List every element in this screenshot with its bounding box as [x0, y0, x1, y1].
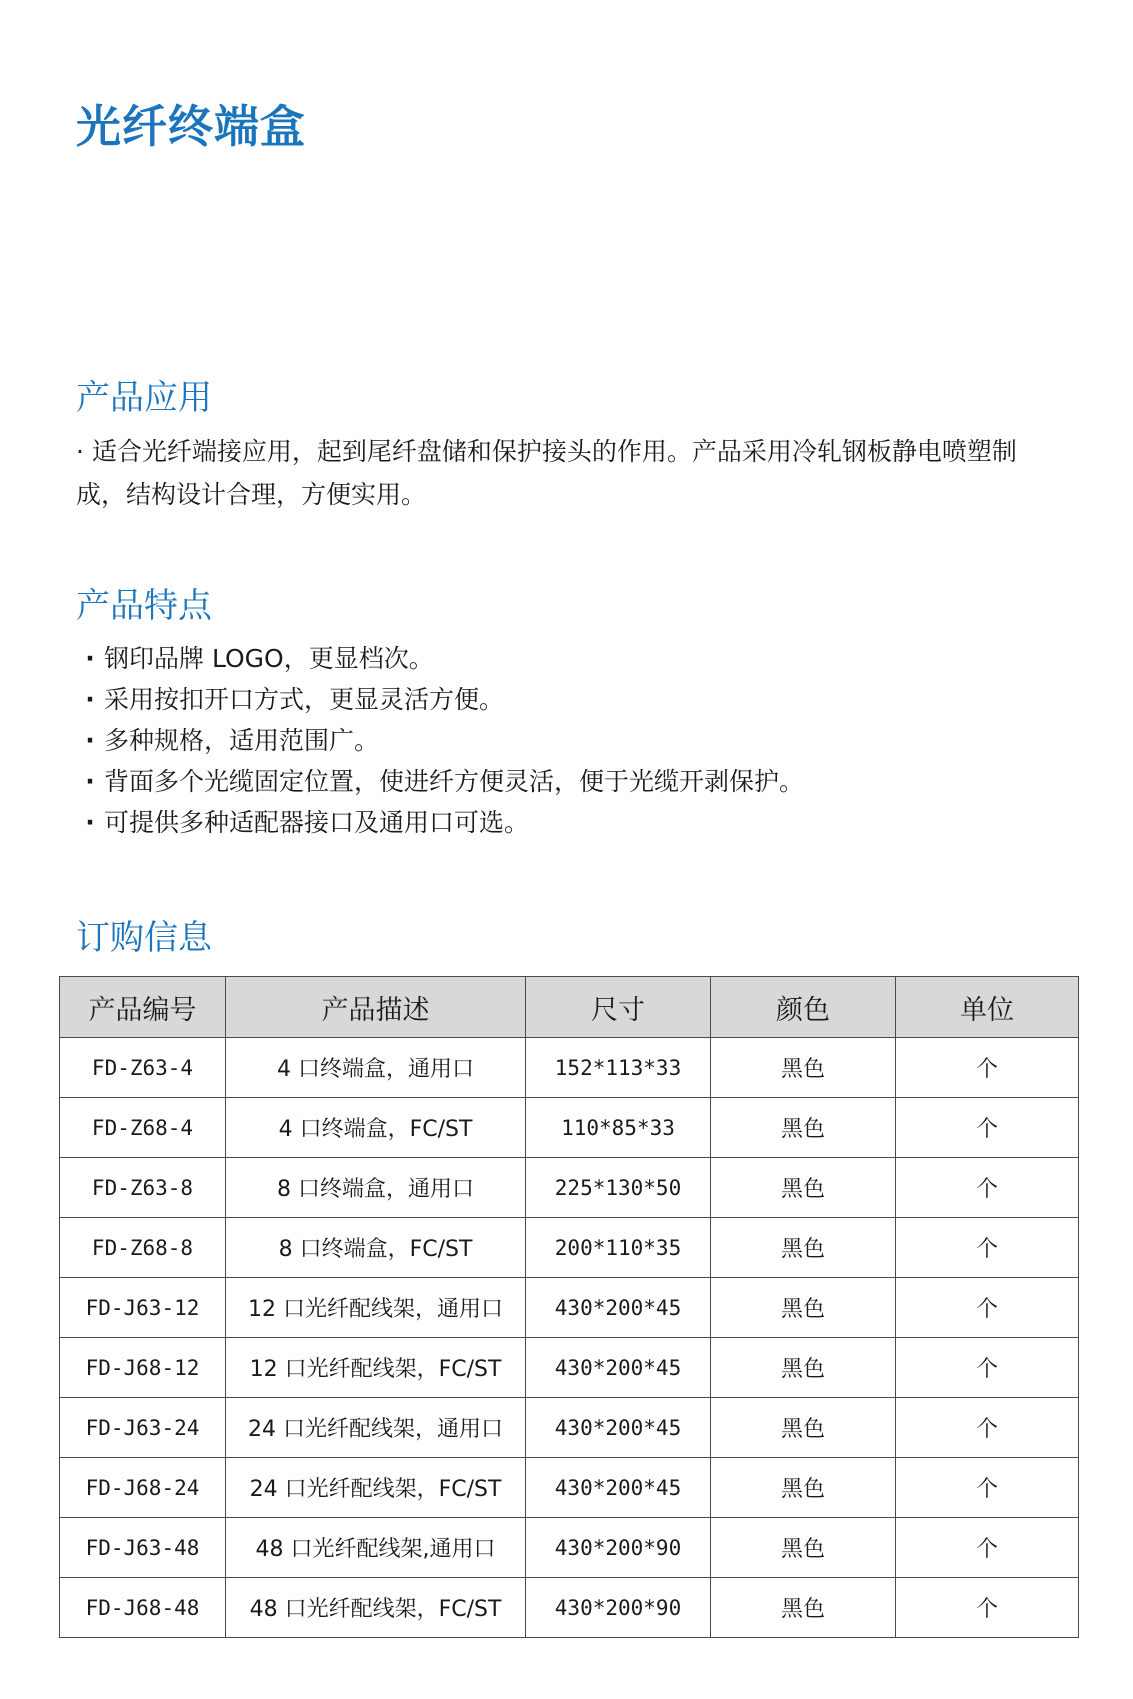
- ordering-heading: 订购信息: [76, 918, 212, 958]
- product-code: FD-J63-48: [60, 1518, 226, 1578]
- product-size: 152*113*33: [526, 1038, 711, 1098]
- table-row: [60, 1038, 1079, 1098]
- product-unit: 个: [896, 1338, 1079, 1398]
- product-description: 12 口光纤配线架，FC/ST: [226, 1338, 526, 1398]
- product-size: 225*130*50: [526, 1158, 711, 1218]
- product-description: 48 口光纤配线架,通用口: [226, 1518, 526, 1578]
- feature-item: · 可提供多种适配器接口及通用口可选。: [85, 808, 530, 837]
- product-color: 黑色: [711, 1098, 896, 1158]
- table-row: [60, 1338, 1079, 1398]
- product-color: 黑色: [711, 1278, 896, 1338]
- product-description: 4 口终端盒，通用口: [226, 1038, 526, 1098]
- product-description: 24 口光纤配线架，FC/ST: [226, 1458, 526, 1518]
- product-color: 黑色: [711, 1518, 896, 1578]
- table-row: [60, 1458, 1079, 1518]
- column-header: 颜色: [711, 977, 896, 1038]
- product-color: 黑色: [711, 1038, 896, 1098]
- product-size: 430*200*90: [526, 1518, 711, 1578]
- product-description: 12 口光纤配线架，通用口: [226, 1278, 526, 1338]
- product-unit: 个: [896, 1218, 1079, 1278]
- ordering-table: [59, 976, 1079, 1638]
- product-description: 4 口终端盒，FC/ST: [226, 1098, 526, 1158]
- product-unit: 个: [896, 1458, 1079, 1518]
- product-unit: 个: [896, 1278, 1079, 1338]
- feature-item: · 背面多个光缆固定位置，使进纤方便灵活，便于光缆开剥保护。: [85, 767, 805, 796]
- product-size: 430*200*45: [526, 1338, 711, 1398]
- product-description: 8 口终端盒，通用口: [226, 1158, 526, 1218]
- product-color: 黑色: [711, 1398, 896, 1458]
- product-size: 430*200*45: [526, 1278, 711, 1338]
- feature-item: · 多种规格，适用范围广。: [85, 726, 380, 755]
- product-code: FD-Z63-4: [60, 1038, 226, 1098]
- product-color: 黑色: [711, 1218, 896, 1278]
- product-unit: 个: [896, 1398, 1079, 1458]
- product-size: 430*200*45: [526, 1398, 711, 1458]
- column-header: 产品编号: [60, 977, 226, 1038]
- product-code: FD-J63-12: [60, 1278, 226, 1338]
- features-heading: 产品特点: [76, 586, 212, 626]
- table-row: [60, 1578, 1079, 1638]
- table-row: [60, 1398, 1079, 1458]
- product-size: 110*85*33: [526, 1098, 711, 1158]
- feature-item: · 采用按扣开口方式，更显灵活方便。: [85, 685, 505, 714]
- product-color: 黑色: [711, 1458, 896, 1518]
- product-size: 430*200*45: [526, 1458, 711, 1518]
- product-code: FD-J68-12: [60, 1338, 226, 1398]
- column-header: 产品描述: [226, 977, 526, 1038]
- table-row: [60, 1278, 1079, 1338]
- product-description: 24 口光纤配线架，通用口: [226, 1398, 526, 1458]
- product-description: 48 口光纤配线架，FC/ST: [226, 1578, 526, 1638]
- feature-item: · 钢印品牌 LOGO，更显档次。: [85, 644, 434, 673]
- product-code: FD-Z68-4: [60, 1098, 226, 1158]
- product-size: 430*200*90: [526, 1578, 711, 1638]
- product-color: 黑色: [711, 1338, 896, 1398]
- page-title: 光纤终端盒: [76, 100, 307, 153]
- table-row: [60, 1518, 1079, 1578]
- table-header-row: [60, 977, 1079, 1038]
- product-unit: 个: [896, 1518, 1079, 1578]
- product-code: FD-Z68-8: [60, 1218, 226, 1278]
- product-unit: 个: [896, 1578, 1079, 1638]
- product-code: FD-J68-48: [60, 1578, 226, 1638]
- table-row: [60, 1158, 1079, 1218]
- table-row: [60, 1098, 1079, 1158]
- application-text: · 适合光纤端接应用，起到尾纤盘储和保护接头的作用。产品采用冷轧钢板静电喷塑制成，结构设计合理，方便实用。: [76, 437, 1017, 509]
- product-unit: 个: [896, 1098, 1079, 1158]
- product-color: 黑色: [711, 1158, 896, 1218]
- product-code: FD-J63-24: [60, 1398, 226, 1458]
- product-size: 200*110*35: [526, 1218, 711, 1278]
- product-unit: 个: [896, 1158, 1079, 1218]
- product-description: 8 口终端盒，FC/ST: [226, 1218, 526, 1278]
- product-code: FD-Z63-8: [60, 1158, 226, 1218]
- product-code: FD-J68-24: [60, 1458, 226, 1518]
- table-row: [60, 1218, 1079, 1278]
- product-color: 黑色: [711, 1578, 896, 1638]
- column-header: 尺寸: [526, 977, 711, 1038]
- application-heading: 产品应用: [76, 378, 212, 418]
- product-unit: 个: [896, 1038, 1079, 1098]
- features-list: [76, 638, 1066, 843]
- column-header: 单位: [896, 977, 1079, 1038]
